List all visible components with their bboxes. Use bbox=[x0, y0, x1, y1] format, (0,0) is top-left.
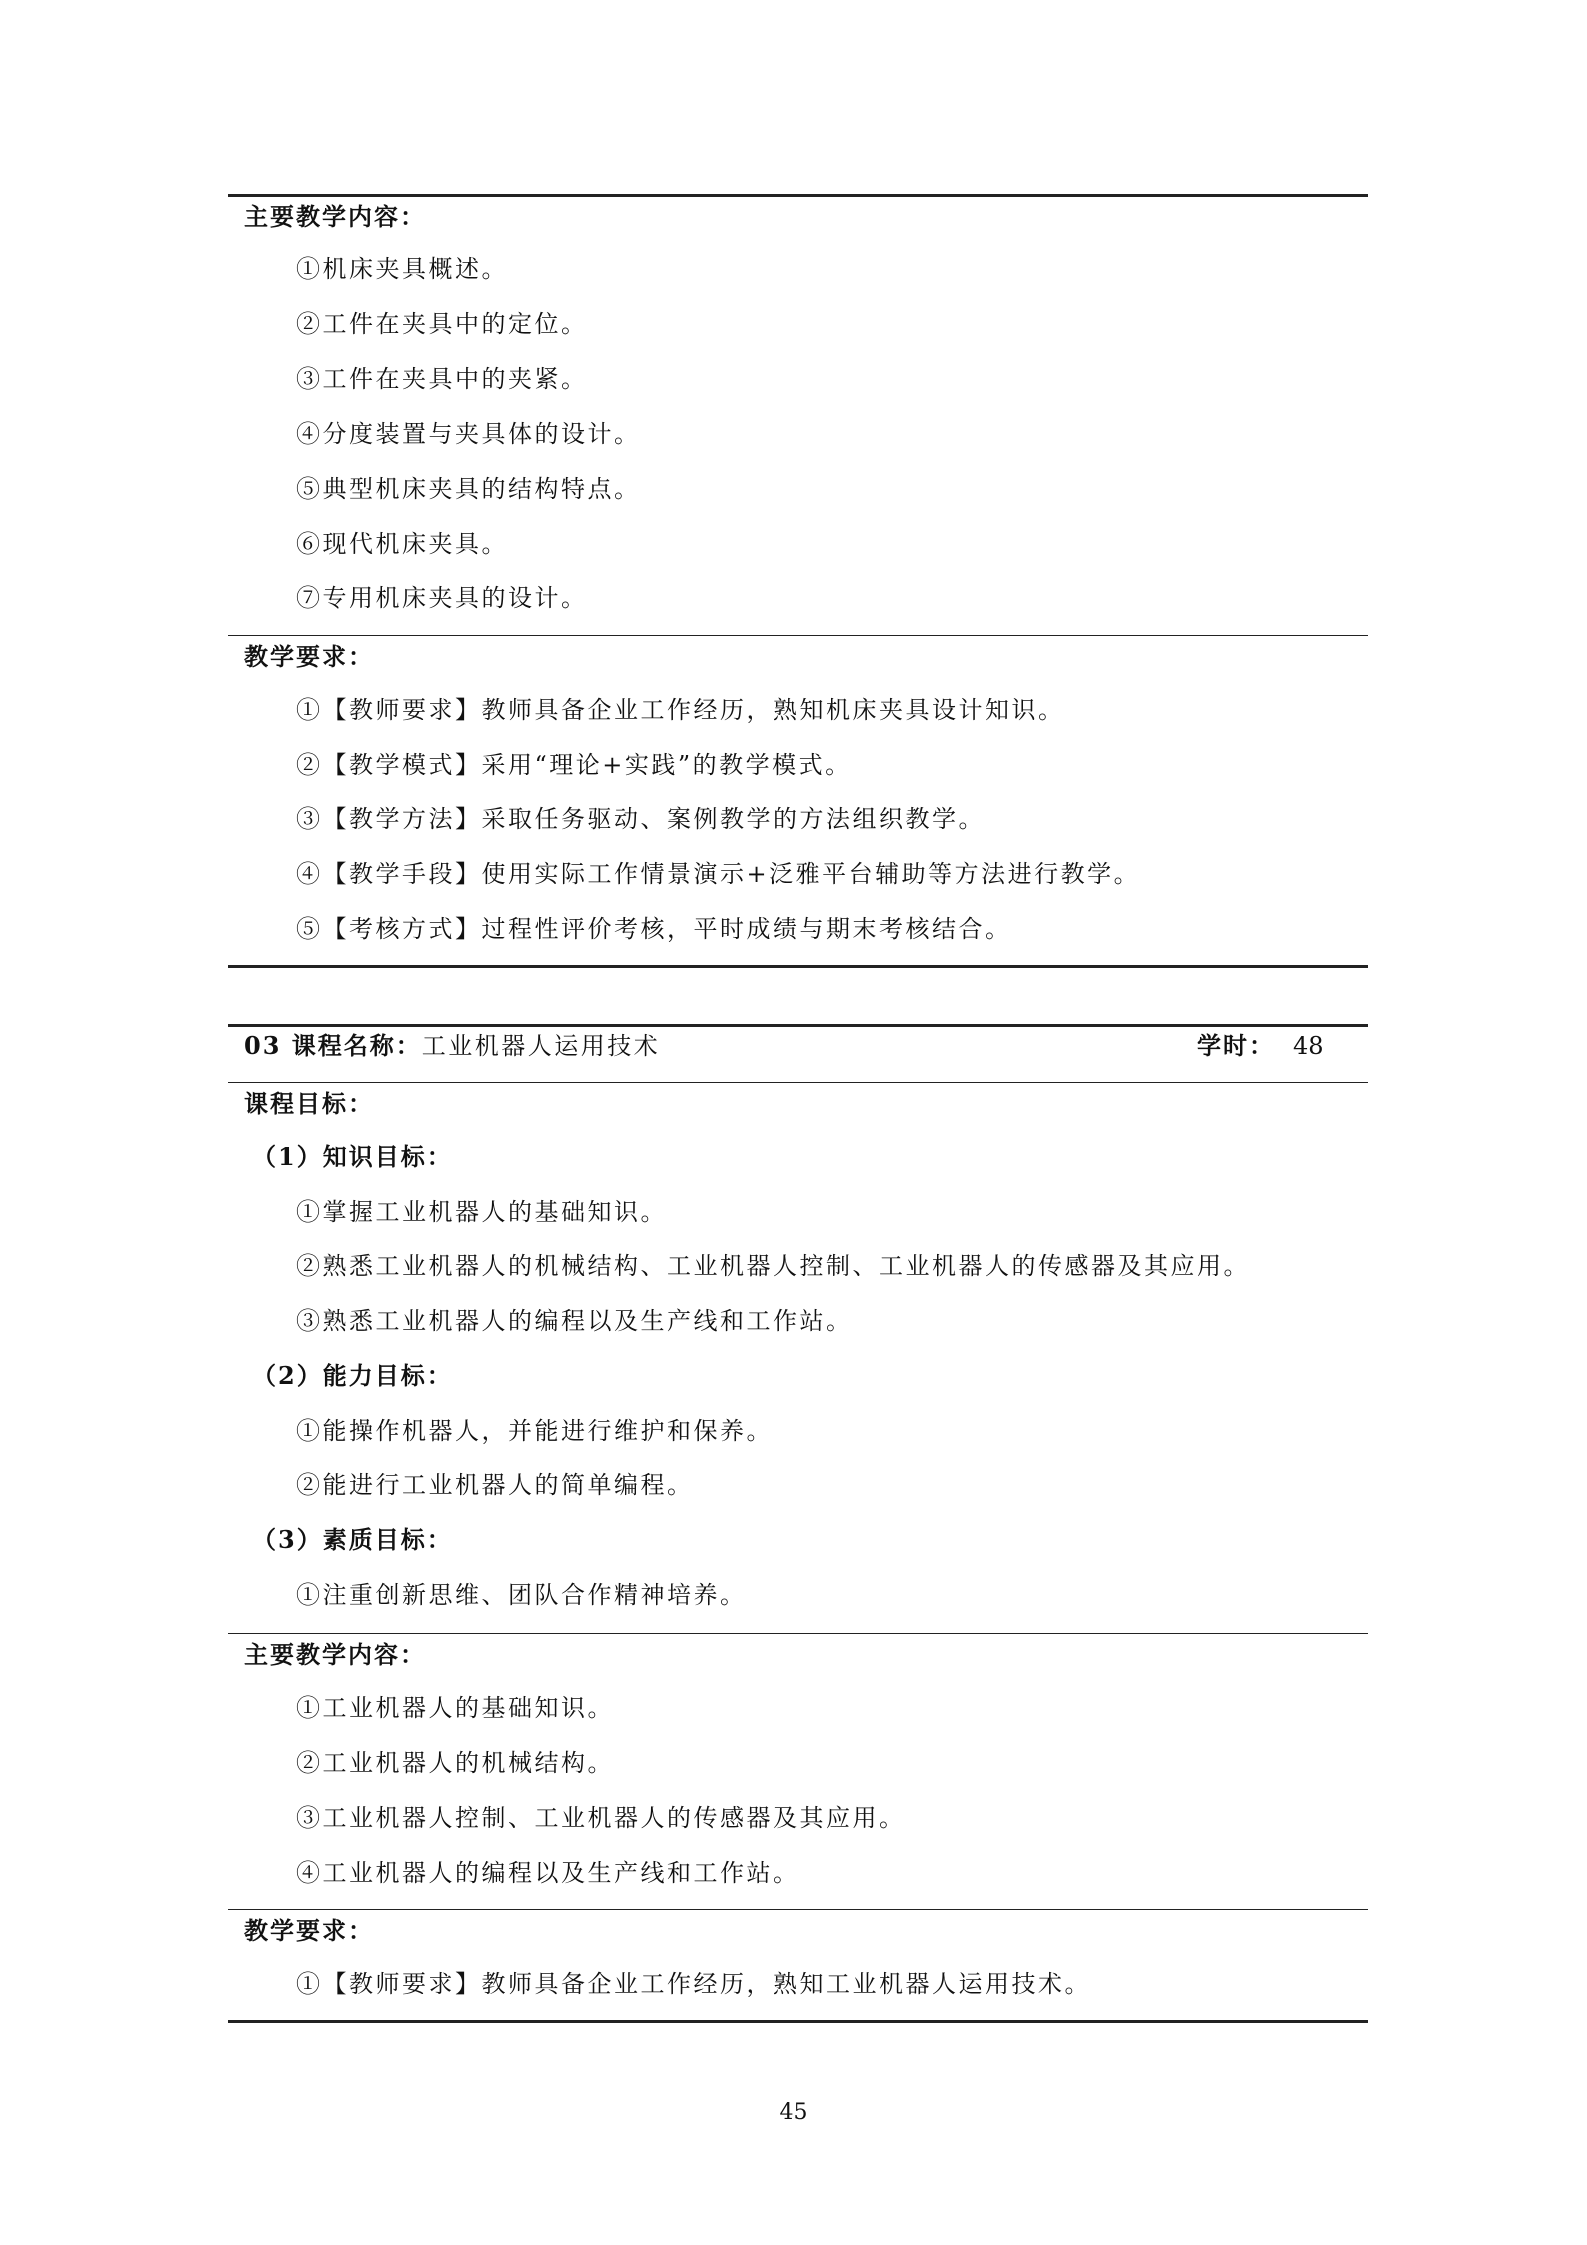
content-item: ③工业机器人控制、工业机器人的传感器及其应用。 bbox=[296, 1804, 906, 1832]
content-item: ⑥现代机床夹具。 bbox=[296, 530, 508, 558]
content-item: ⑤典型机床夹具的结构特点。 bbox=[296, 475, 641, 503]
table-top-border bbox=[228, 194, 1368, 197]
requirement-item: ①【教师要求】教师具备企业工作经历，熟知工业机器人运用技术。 bbox=[296, 1970, 1091, 1998]
requirement-item: ③【教学方法】采取任务驱动、案例教学的方法组织教学。 bbox=[296, 805, 985, 833]
knowledge-goal-item: ①掌握工业机器人的基础知识。 bbox=[296, 1198, 667, 1226]
content-item: ②工件在夹具中的定位。 bbox=[296, 310, 588, 338]
course-title bbox=[244, 1030, 660, 1062]
row-divider bbox=[228, 1909, 1368, 1910]
requirement-item: ⑤【考核方式】过程性评价考核，平时成绩与期末考核结合。 bbox=[296, 915, 1012, 943]
content-item: ①工业机器人的基础知识。 bbox=[296, 1694, 614, 1722]
content-heading: 主要教学内容： bbox=[244, 1640, 426, 1669]
ability-goals-heading: （2）能力目标： bbox=[252, 1361, 453, 1390]
requirement-item: ②【教学模式】采用“理论+实践”的教学模式。 bbox=[296, 751, 852, 779]
content-heading: 主要教学内容： bbox=[244, 202, 426, 231]
content-item: ①机床夹具概述。 bbox=[296, 255, 508, 283]
table-bottom-border bbox=[228, 965, 1368, 968]
knowledge-goals-heading: （1）知识目标： bbox=[252, 1142, 453, 1171]
row-divider bbox=[228, 635, 1368, 636]
requirement-item: ④【教学手段】使用实际工作情景演示+泛雅平台辅助等方法进行教学。 bbox=[296, 860, 1141, 888]
content-item: ④工业机器人的编程以及生产线和工作站。 bbox=[296, 1859, 800, 1887]
row-divider bbox=[228, 1082, 1368, 1083]
requirement-item: ①【教师要求】教师具备企业工作经历，熟知机床夹具设计知识。 bbox=[296, 696, 1065, 724]
knowledge-goal-item: ②熟悉工业机器人的机械结构、工业机器人控制、工业机器人的传感器及其应用。 bbox=[296, 1252, 1250, 1280]
knowledge-goal-item: ③熟悉工业机器人的编程以及生产线和工作站。 bbox=[296, 1307, 853, 1335]
table-top-border bbox=[228, 1024, 1368, 1027]
ability-goal-item: ②能进行工业机器人的简单编程。 bbox=[296, 1471, 694, 1499]
row-divider bbox=[228, 1633, 1368, 1634]
hours-label: 学时： bbox=[1197, 1031, 1275, 1060]
quality-goal-item: ①注重创新思维、团队合作精神培养。 bbox=[296, 1581, 747, 1609]
ability-goal-item: ①能操作机器人，并能进行维护和保养。 bbox=[296, 1417, 773, 1445]
content-item: ⑦专用机床夹具的设计。 bbox=[296, 584, 588, 612]
hours-value: 48 bbox=[1293, 1032, 1324, 1060]
goals-heading: 课程目标： bbox=[244, 1089, 374, 1118]
quality-goals-heading: （3）素质目标： bbox=[252, 1525, 453, 1554]
page-number: 45 bbox=[779, 2100, 808, 2125]
course-name-value: 工业机器人运用技术 bbox=[421, 1032, 661, 1060]
course-hours bbox=[1197, 1030, 1324, 1062]
course-name-label: 03 课程名称： bbox=[244, 1031, 422, 1060]
requirements-heading: 教学要求： bbox=[244, 642, 374, 671]
content-item: ④分度装置与夹具体的设计。 bbox=[296, 420, 641, 448]
content-item: ③工件在夹具中的夹紧。 bbox=[296, 365, 588, 393]
requirements-heading: 教学要求： bbox=[244, 1916, 374, 1945]
table-bottom-border bbox=[228, 2020, 1368, 2023]
content-item: ②工业机器人的机械结构。 bbox=[296, 1749, 614, 1777]
